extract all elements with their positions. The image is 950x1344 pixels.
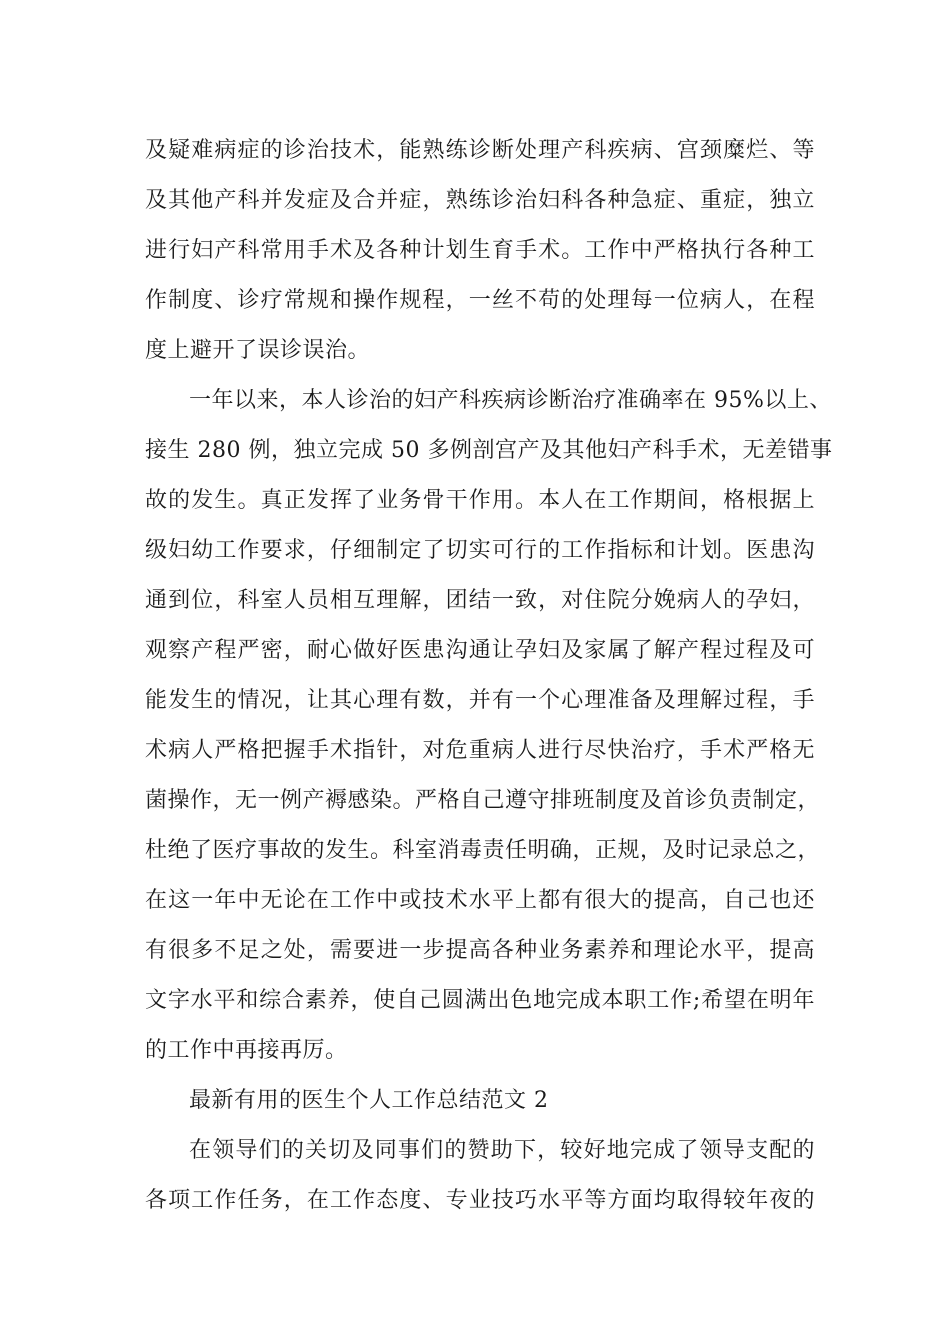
text-line: 各项工作任务，在工作态度、专业技巧水平等方面均取得较年夜的 — [145, 1188, 815, 1213]
paragraph-first-line: 一年以来，本人诊治的妇产科疾病诊断治疗准确率在 95%以上、 — [189, 388, 832, 413]
text-line: 度上避开了误诊误治。 — [145, 338, 371, 363]
text-line: 在这一年中无论在工作中或技术水平上都有很大的提高，自己也还 — [145, 888, 815, 913]
text-line: 菌操作，无一例产褥感染。严格自己遵守排班制度及首诊负责制定， — [145, 788, 821, 813]
text-line: 接生 280 例，独立完成 50 多例剖宫产及其他妇产科手术，无差错事 — [145, 438, 833, 463]
text-line: 故的发生。真正发挥了业务骨干作用。本人在工作期间，格根据上 — [145, 488, 815, 513]
text-line: 有很多不足之处，需要进一步提高各种业务素养和理论水平，提高 — [145, 938, 815, 963]
text-line: 通到位，科室人员相互理解，团结一致，对住院分娩病人的孕妇， — [145, 588, 815, 613]
text-line: 术病人严格把握手术指针，对危重病人进行尽快治疗，手术严格无 — [145, 738, 815, 763]
text-line: 进行妇产科常用手术及各种计划生育手术。工作中严格执行各种工 — [145, 238, 815, 263]
text-line: 观察产程严密，耐心做好医患沟通让孕妇及家属了解产程过程及可 — [145, 638, 815, 663]
text-line: 及疑难病症的诊治技术，能熟练诊断处理产科疾病、宫颈糜烂、等 — [145, 138, 815, 163]
paragraph-first-line: 在领导们的关切及同事们的赞助下，较好地完成了领导支配的 — [189, 1138, 815, 1163]
text-line: 能发生的情况，让其心理有数，并有一个心理准备及理解过程，手 — [145, 688, 815, 713]
section-heading: 最新有用的医生个人工作总结范文 2 — [189, 1088, 549, 1113]
text-line: 的工作中再接再厉。 — [145, 1038, 348, 1063]
text-line: 级妇幼工作要求，仔细制定了切实可行的工作指标和计划。医患沟 — [145, 538, 815, 563]
text-line: 文字水平和综合素养，使自己圆满出色地完成本职工作;希望在明年 — [145, 988, 815, 1013]
text-line: 作制度、诊疗常规和操作规程，一丝不苟的处理每一位病人，在程 — [145, 288, 815, 313]
text-line: 杜绝了医疗事故的发生。科室消毒责任明确，正规，及时记录总之， — [145, 838, 821, 863]
text-line: 及其他产科并发症及合并症，熟练诊治妇科各种急症、重症，独立 — [145, 188, 815, 213]
